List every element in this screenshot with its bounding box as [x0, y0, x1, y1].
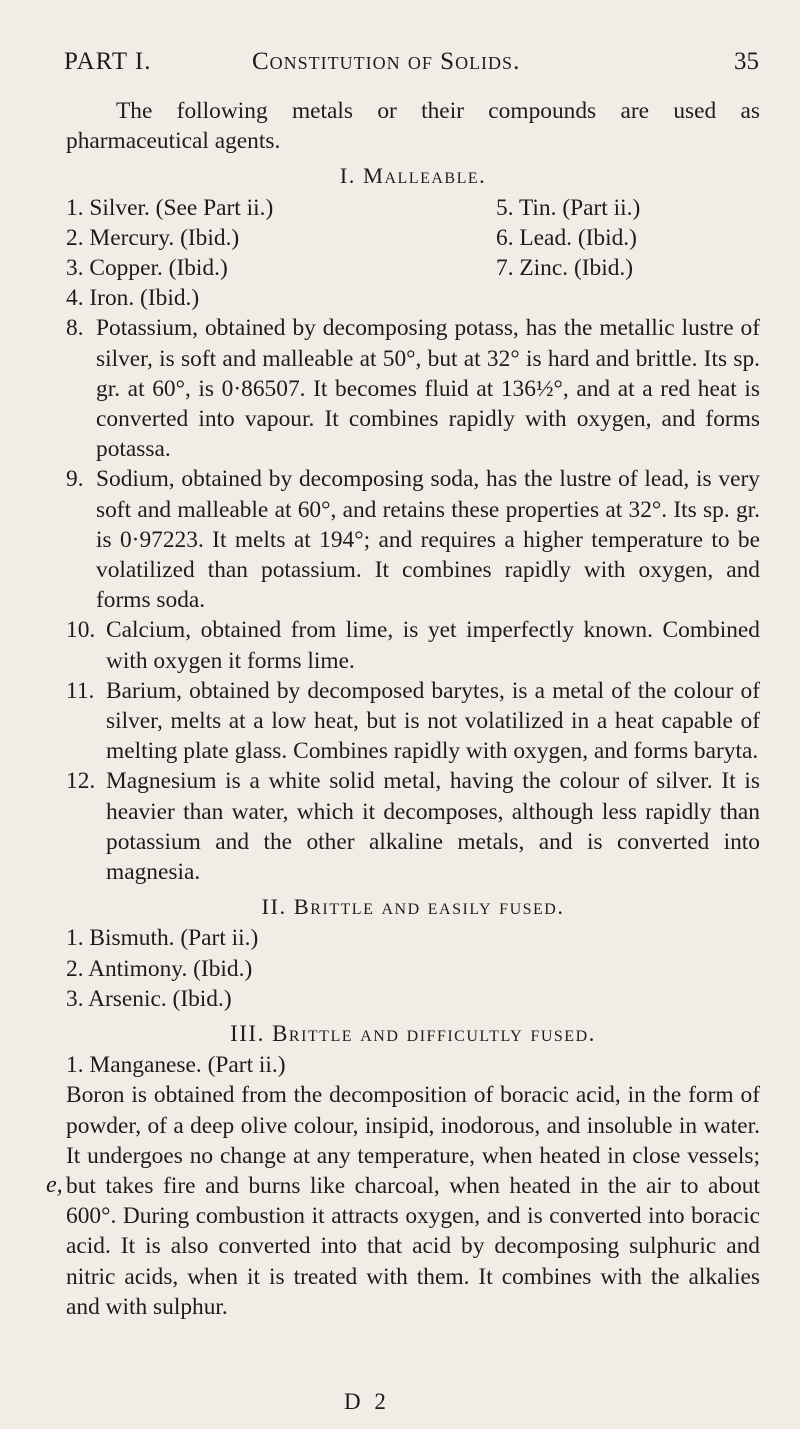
list-item-tin: 5. Tin. (Part ii.)	[496, 194, 641, 221]
list-item-zinc: 7. Zinc. (Ibid.)	[496, 254, 634, 281]
chapter-title: Constitution of Solids.	[252, 48, 521, 75]
list-item-silver: 1. Silver. (See Part ii.)	[66, 194, 274, 221]
list-item-sodium: 9. Sodium, obtained by decomposing soda, has the lustre of lead, is very soft and malleable at 60°, and retains these properties at 32°. Its sp. gr. is 0·97223. It melts at 194°; and requires a higher temperature to be volatilized than potassium. It combines rapidly with oxygen, and forms soda.	[66, 466, 760, 614]
boron-paragraph: Boron is obtained from the decomposition of boracic acid, in the form of powder, of a deep olive colour, insipid, inodorous, and insoluble in water. It undergoes no change at any temperature, when heated in close vessels; but takes fire and burns like charcoal, when heated in the air to about 600°. During combustion it attracts oxygen, and is converted into boracic acid. It is also converted into that acid by decomposing sulphuric and nitric acids, when it is treated with them. It combines with the alkalies and with sulphur.	[66, 1082, 760, 1320]
section-heading-brittle-easily-fused: II. Brittle and easily fused.	[261, 894, 565, 920]
list-item-bismuth: 1. Bismuth. (Part ii.)	[66, 925, 259, 952]
list-item-lead: 6. Lead. (Ibid.)	[496, 224, 637, 251]
list-row	[66, 193, 760, 223]
page-body	[66, 96, 760, 1322]
page-number: 35	[734, 48, 759, 75]
signature-mark: D 2	[344, 1389, 390, 1414]
list-item-copper: 3. Copper. (Ibid.)	[66, 254, 228, 281]
list-item-potassium: 8. Potassium, obtained by decomposing potass, has the metallic lustre of silver, is soft and malleable at 50°, but at 32° is hard and brittle. Its sp. gr. at 60°, is 0·86507. It becomes fluid at 136½°, and at a red heat is converted into vapour. It combines rapidly with oxygen, and forms potassa.	[66, 315, 760, 463]
list-item-arsenic: 3. Arsenic. (Ibid.)	[66, 985, 232, 1012]
intro-paragraph: The following metals or their compounds are used as pharmaceutical agents.	[66, 98, 760, 155]
section-heading-brittle-difficultly-fused: III. Brittle and difficultly fused.	[230, 1021, 596, 1047]
list-row	[66, 283, 760, 313]
list-item-barium: 11. Barium, obtained by decomposed barytes, is a metal of the colour of silver, melts at a low heat, but is not volatilized in a heat capable of melting plate glass. Combines rapidly with oxygen, and forms baryta.	[66, 677, 760, 765]
part-label: PART I.	[64, 48, 152, 75]
list-row	[66, 253, 760, 283]
margin-annotation: e,	[46, 1172, 63, 1198]
running-header	[64, 48, 759, 78]
list-item-calcium: 10. Calcium, obtained from lime, is yet imperfectly known. Combined with oxygen it forms lime.	[66, 617, 760, 674]
list-row	[66, 223, 760, 253]
list-item-manganese: 1. Manganese. (Part ii.)	[66, 1052, 286, 1079]
list-item-mercury: 2. Mercury. (Ibid.)	[66, 224, 240, 251]
list-item-magnesium: 12. Magnesium is a white solid metal, having the colour of silver. It is heavier than water, which it decomposes, although less rapidly than potassium and the other alkaline metals, and is converted into magnesia.	[66, 768, 760, 886]
list-item-iron: 4. Iron. (Ibid.)	[66, 285, 200, 312]
list-item-antimony: 2. Antimony. (Ibid.)	[66, 955, 253, 982]
section-heading-malleable: I. Malleable.	[339, 163, 487, 189]
